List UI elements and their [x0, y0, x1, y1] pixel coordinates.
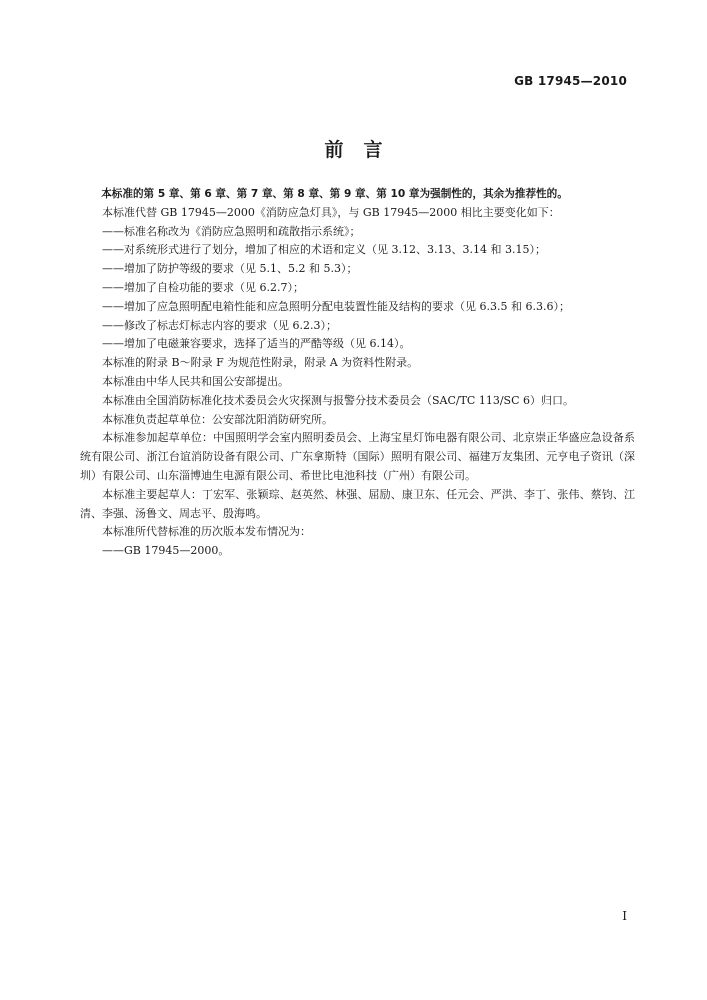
list-item-change: ——增加了应急照明配电箱性能和应急照明分配电装置性能及结构的要求（见 6.3.5 和 6.3.6）； [102, 299, 570, 313]
paragraph-replaces: 本标准代替 GB 17945—2000《消防应急灯具》，与 GB 17945—2000 相比主要变化如下： [102, 205, 560, 219]
page-title: 前言 [324, 139, 403, 161]
list-item-change: ——修改了标志灯标志内容的要求（见 6.2.3）； [102, 318, 337, 332]
list-item-change: ——增加了自检功能的要求（见 6.2.7）； [102, 280, 304, 294]
list-item-change: ——标准名称改为《消防应急照明和疏散指示系统》； [102, 224, 361, 238]
document-body [80, 185, 635, 561]
list-item-change: ——增加了防护等级的要求（见 5.1、5.2 和 5.3）； [102, 262, 358, 276]
paragraph-main-drafters: 本标准主要起草人：丁宏军、张颖琮、赵英然、林强、屈励、康卫东、任元会、严洪、李丁、张伟、蔡钧、江清、李强、汤鲁文、周志平、殷海鸣。 [80, 487, 635, 520]
paragraph-previous-editions: 本标准所代替标准的历次版本发布情况为： [102, 525, 311, 539]
list-item-previous-edition: ——GB 17945—2000。 [102, 544, 230, 558]
page-number: I [622, 909, 627, 923]
paragraph-annexes: 本标准的附录 B～附录 F 为规范性附录，附录 A 为资料性附录。 [102, 356, 419, 370]
paragraph-mandatory-clause: 本标准的第 5 章、第 6 章、第 7 章、第 8 章、第 9 章、第 10 章为强制性的，其余为推荐性的。 [101, 188, 568, 200]
standard-number: GB 17945—2010 [514, 74, 627, 88]
list-item-change: ——对系统形式进行了划分，增加了相应的术语和定义（见 3.12、3.13、3.14 和 3.15）； [102, 243, 546, 257]
paragraph-proposed-by: 本标准由中华人民共和国公安部提出。 [102, 374, 289, 388]
list-item-change: ——增加了电磁兼容要求，选择了适当的严酷等级（见 6.14）。 [102, 337, 411, 351]
paragraph-lead-drafter: 本标准负责起草单位：公安部沈阳消防研究所。 [102, 412, 333, 426]
paragraph-centralized-by: 本标准由全国消防标准化技术委员会火灾探测与报警分技术委员会（SAC/TC 113/SC 6）归口。 [102, 393, 574, 407]
paragraph-participating-drafters: 本标准参加起草单位：中国照明学会室内照明委员会、上海宝星灯饰电器有限公司、北京崇正华盛应急设备系统有限公司、浙江台谊消防设备有限公司、广东拿斯特（国际）照明有限公司、福建万友集团、元亨电子资讯（深圳）有限公司、山东淄博迪生电源有限公司、希世比电池科技（广州）有限公司。 [80, 431, 635, 482]
